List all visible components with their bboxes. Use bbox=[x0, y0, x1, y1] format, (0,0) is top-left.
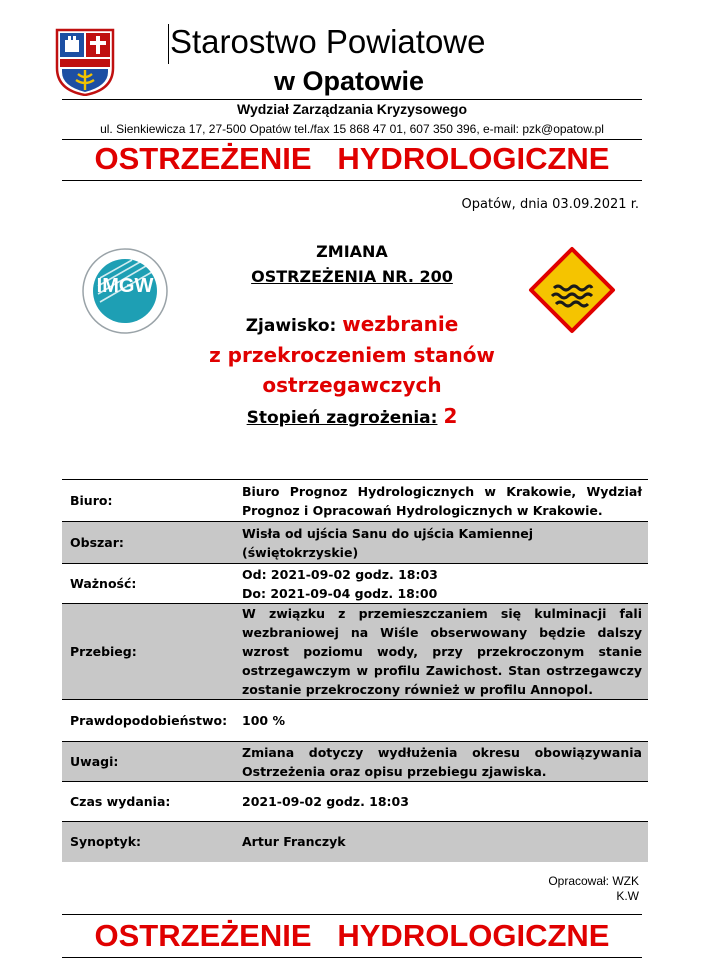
phenomenon-value: wezbranie bbox=[342, 312, 459, 336]
text-cursor bbox=[168, 24, 169, 64]
department-name: Wydział Zarządzania Kryzysowego bbox=[236, 101, 468, 117]
row-value: Zmiana dotyczy wydłużenia okresu obowiązywania Ostrzeżenia oraz opisu przebiegu zjawiska. bbox=[236, 742, 648, 782]
prepared-by bbox=[548, 874, 639, 904]
row-value: Artur Franczyk bbox=[236, 822, 648, 862]
row-value: 2021-09-02 godz. 18:03 bbox=[236, 782, 648, 822]
row-label: Biuro: bbox=[62, 480, 236, 522]
table-row bbox=[62, 742, 648, 782]
table-row bbox=[62, 700, 648, 742]
table-row bbox=[62, 480, 648, 522]
row-label: Ważność: bbox=[62, 564, 236, 604]
prepared-by-line2: K.W bbox=[616, 889, 639, 903]
office-title: Starostwo Powiatowe bbox=[170, 23, 486, 60]
phenomenon-detail-1: z przekroczeniem stanów bbox=[209, 343, 495, 367]
valid-from: Od: 2021-09-02 godz. 18:03 bbox=[242, 566, 438, 582]
issue-date: Opatów, dnia 03.09.2021 r. bbox=[461, 197, 639, 212]
divider bbox=[62, 957, 642, 958]
table-row bbox=[62, 782, 648, 822]
row-value: 100 % bbox=[236, 700, 648, 742]
row-label: Prawdopodobieństwo: bbox=[62, 700, 236, 742]
row-value: W związku z przemieszczaniem się kulminacji fali wezbraniowej na Wiśle obserwowany będzie dalszy wzrost poziomu wody, przy przekroczonym stanie ostrzegawczym w profilu Zawichost. Stan ostrzegawczy zostanie przekroczony również w profilu Annopol. bbox=[236, 604, 648, 700]
row-label: Czas wydania: bbox=[62, 782, 236, 822]
row-label: Uwagi: bbox=[62, 742, 236, 782]
table-row bbox=[62, 604, 648, 700]
row-value: Wisła od ujścia Sanu do ujścia Kamiennej (świętokrzyskie) bbox=[236, 522, 648, 564]
warning-banner-top: OSTRZEŻENIE HYDROLOGICZNE bbox=[94, 141, 610, 176]
phenomenon-detail-2: ostrzegawczych bbox=[262, 373, 442, 397]
row-value: Biuro Prognoz Hydrologicznych w Krakowie, Wydział Prognoz i Opracowań Hydrologicznych w Krakowie. bbox=[236, 480, 648, 522]
table-row bbox=[62, 822, 648, 862]
table-row bbox=[62, 522, 648, 564]
change-heading: ZMIANA bbox=[316, 242, 388, 261]
coat-of-arms-logo bbox=[54, 28, 116, 96]
warning-banner-bottom: OSTRZEŻENIE HYDROLOGICZNE bbox=[94, 918, 610, 953]
prepared-by-line1: Opracował: WZK bbox=[548, 874, 639, 888]
office-subtitle: w Opatowie bbox=[274, 66, 425, 96]
row-value bbox=[236, 564, 648, 604]
phenomenon-line bbox=[150, 312, 554, 338]
threat-level-label: Stopień zagrożenia: bbox=[246, 408, 438, 428]
row-label: Przebieg: bbox=[62, 604, 236, 700]
table-row bbox=[62, 564, 648, 604]
contact-address: ul. Sienkiewicza 17, 27-500 Opatów tel./fax 15 868 47 01, 607 350 396, e-mail: pzk@opatow.pl bbox=[100, 122, 604, 136]
valid-to: Do: 2021-09-04 godz. 18:00 bbox=[242, 585, 438, 601]
threat-level-line bbox=[150, 403, 554, 431]
divider bbox=[62, 914, 642, 915]
divider bbox=[62, 139, 642, 140]
imgw-logo-text: IMGW bbox=[96, 275, 154, 297]
row-label: Synoptyk: bbox=[62, 822, 236, 862]
warning-details-table bbox=[62, 479, 648, 862]
row-label: Obszar: bbox=[62, 522, 236, 564]
phenomenon-label: Zjawisko: bbox=[245, 316, 337, 336]
threat-level-value: 2 bbox=[443, 404, 458, 428]
warning-number: OSTRZEŻENIA NR. 200 bbox=[251, 267, 453, 286]
divider bbox=[62, 180, 642, 181]
